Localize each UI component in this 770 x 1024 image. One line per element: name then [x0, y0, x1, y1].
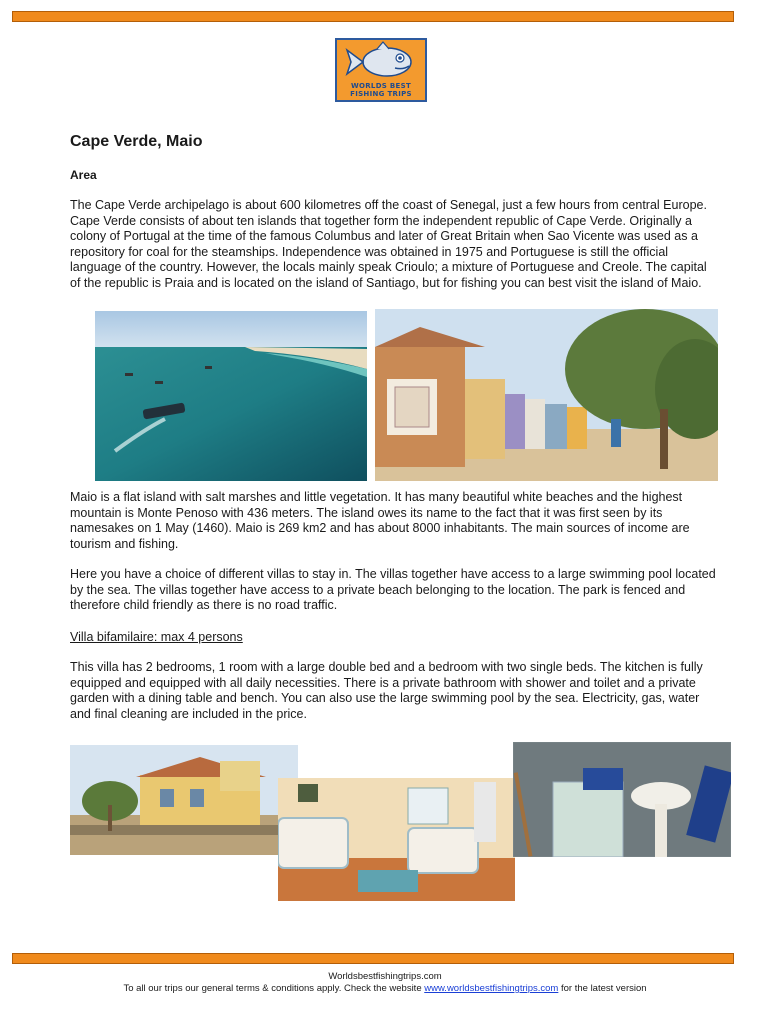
villa-bathroom-photo	[513, 742, 731, 857]
header-bar	[12, 11, 734, 22]
village-street-photo	[375, 309, 718, 481]
page-title: Cape Verde, Maio	[70, 133, 203, 150]
villa-bifamilaire-heading: Villa bifamilaire: max 4 persons	[70, 630, 243, 644]
worlds-best-fishing-trips-logo[interactable]	[335, 38, 427, 102]
section-heading-area: Area	[70, 168, 97, 182]
footer-site-name: Worldsbestfishingtrips.com	[328, 971, 442, 982]
intro-paragraph: The Cape Verde archipelago is about 600 kilometres off the coast of Senegal, just a few hours from central Europe. Cape Verde consists of about ten islands that together form the independent republic of Cape Verde. Originally a colony of Portugal at the time of the famous Columbus and later of Great Britain when Sao Vicente was used as a repository for coal for the steamships. Independence was obtained in 1975 and Portuguese is still the official language of the country. However, the locals mainly speak Crioulo; a mixture of Portuguese and Creole. The capital of the republic is Praia and is located on the island of Santiago, but for fishing you can best visit the island of Maio.	[70, 198, 707, 290]
villa-living-room-photo	[278, 778, 515, 901]
logo-line2: FISHING TRIPS	[350, 90, 412, 98]
fish-icon	[337, 40, 425, 86]
villas-paragraph: Here you have a choice of different villas to stay in. The villas together have access to a large swimming pool located by the sea. The villas together have access to a private beach belonging to the location. The park is fenced and therefore child friendly as there is no road traffic.	[70, 567, 716, 612]
villa-exterior-photo	[70, 745, 298, 855]
logo-text	[337, 82, 425, 98]
villa-description-paragraph: This villa has 2 bedrooms, 1 room with a large double bed and a bedroom with two single beds. The kitchen is fully equipped and equipped with all daily necessities. There is a private bathroom with shower and toilet and a private garden with a dining table and bench. You can also use the large swimming pool by the sea. Electricity, gas, water and final cleaning are included in the price.	[70, 660, 703, 721]
footer-terms	[0, 983, 770, 994]
footer-terms-prefix: To all our trips our general terms & conditions apply. Check the website	[123, 983, 425, 994]
footer-website-link[interactable]: www.worldsbestfishingtrips.com	[424, 983, 559, 994]
footer-terms-suffix: for the latest version	[558, 983, 647, 994]
sea-boat-photo	[95, 311, 367, 481]
logo-line1: WORLDS BEST	[350, 82, 412, 90]
maio-paragraph: Maio is a flat island with salt marshes and little vegetation. It has many beautiful white beaches and the highest mountain is Monte Penoso with 436 meters. The island owes its name to the fact that it was first seen by its namesakes on 1 May (1460). Maio is 269 km2 and has about 8000 inhabitants. The main sources of income are tourism and fishing.	[70, 490, 690, 551]
footer-bar	[12, 953, 734, 964]
